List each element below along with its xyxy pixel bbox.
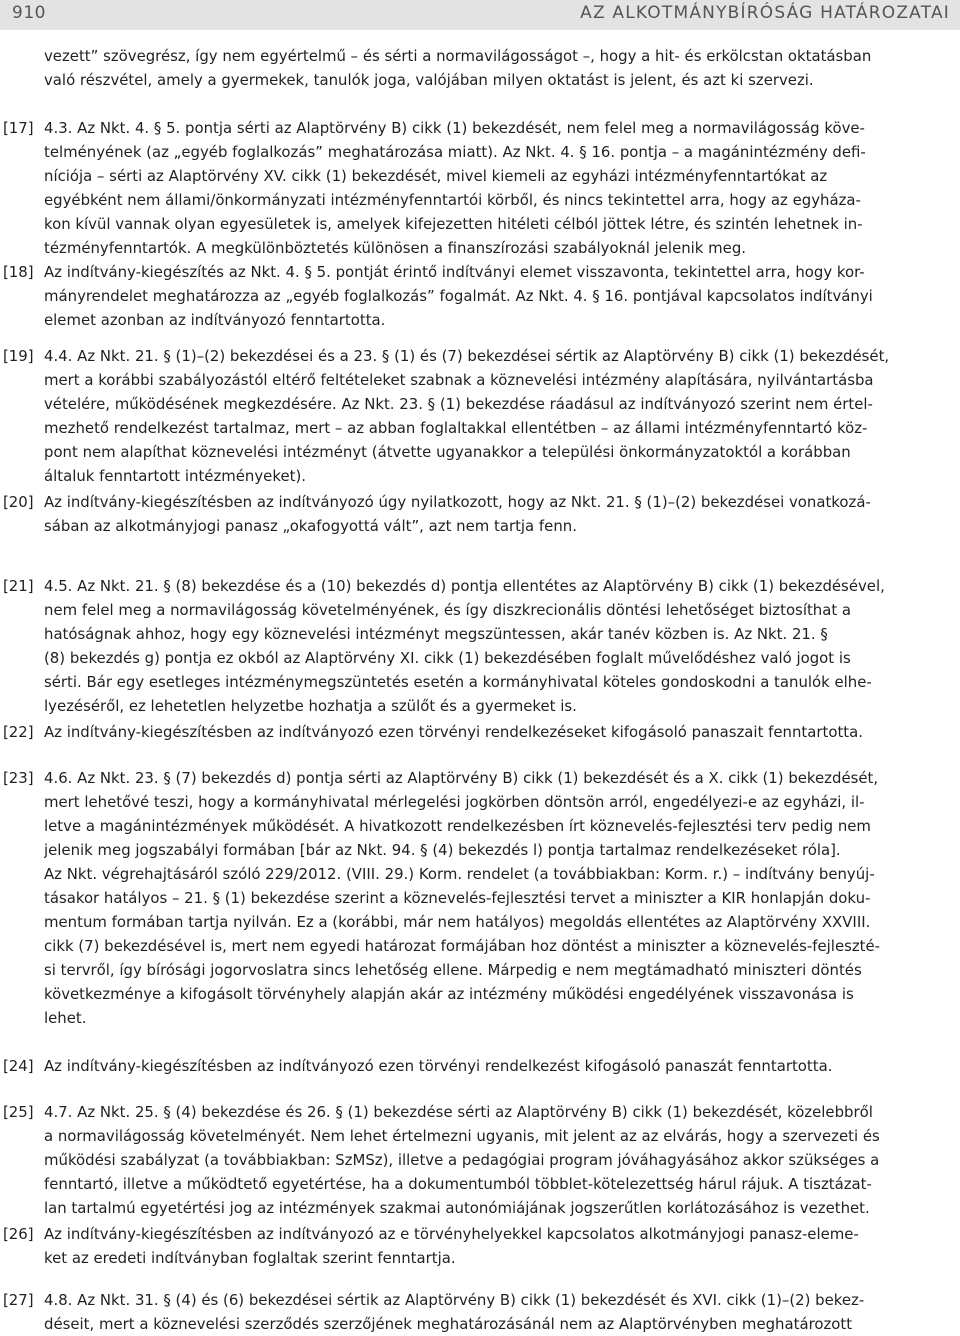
paragraph-line: cikk (7) bekezdésével is, mert nem egyedi határozat formájában hoz döntést a miniszter a köznevelés-fejleszté-	[44, 937, 881, 955]
paragraph-line: 4.6. Az Nkt. 23. § (7) bekezdés d) pontja sérti az Alaptörvény B) cikk (1) bekezdését és a X. cikk (1) bekezdését,	[44, 769, 879, 787]
paragraph-number: [27]	[3, 1291, 34, 1309]
paragraph-line: tásakor hatályos – 21. § (1) bekezdése szerint a köznevelés-fejlesztési tervet a miniszter a KIR honlapján doku-	[44, 889, 871, 907]
paragraph-number: [17]	[3, 119, 34, 137]
paragraph-line: 4.8. Az Nkt. 31. § (4) és (6) bekezdései sértik az Alaptörvény B) cikk (1) bekezdését és XVI. cikk (1)–(2) bekez-	[44, 1291, 865, 1309]
paragraph-line: Az Nkt. végrehajtásáról szóló 229/2012. (VIII. 29.) Korm. rendelet (a továbbiakban: Korm. r.) – indítvány benyúj-	[44, 865, 875, 883]
paragraph-line: vételére, működésének megkezdésére. Az Nkt. 23. § (1) bekezdése ráadásul az indítványozó szerint nem értel-	[44, 395, 873, 413]
paragraph-number: [26]	[3, 1225, 34, 1243]
paragraph-line: nem felel meg a normavilágosság követelményének, és így diszkrecionális döntési lehetőséget biztosíthat a	[44, 601, 852, 619]
paragraph-line: mert lehetővé teszi, hogy a kormányhivatal mérlegelési jogkörben döntsön arról, engedélyezi-e az egyházi, il-	[44, 793, 865, 811]
paragraph-line: 4.5. Az Nkt. 21. § (8) bekezdése és a (10) bekezdés d) pontja ellentétes az Alaptörvény B) cikk (1) bekezdésével,	[44, 577, 885, 595]
paragraph-line: 4.3. Az Nkt. 4. § 5. pontja sérti az Alaptörvény B) cikk (1) bekezdését, nem felel meg a normavilágosság köve-	[44, 119, 865, 137]
paragraph-line: való részvétel, amely a gyermekek, tanulók joga, valójában milyen oktatást is jelent, és azt ki szervezi.	[44, 71, 814, 89]
paragraph-line: Az indítvány-kiegészítésben az indítványozó úgy nyilatkozott, hogy az Nkt. 21. § (1)–(2) bekezdései vonatkozá-	[44, 493, 871, 511]
paragraph-line: ket az eredeti indítványban foglaltak szerint fenntartja.	[44, 1249, 456, 1267]
paragraph-line: lehet.	[44, 1009, 87, 1027]
page-number: 910	[12, 3, 46, 23]
paragraph-line: Az indítvány-kiegészítésben az indítványozó ezen törvényi rendelkezést kifogásoló panaszát fenntartotta.	[44, 1057, 833, 1075]
paragraph-line: pont nem alapíthat köznevelési intézményt (átvette ugyanakkor a települési önkormányzatoktól a korábban	[44, 443, 851, 461]
paragraph-line: lan tartalmú egyetértési jog az intézmények szakmai autonómiájának jogszerűtlen korlátozásához is vezethet.	[44, 1199, 870, 1217]
paragraph-line: fenntartó, illetve a működtető egyetértése, ha a dokumentumból többlet-kötelezettség hárul rájuk. A tisztázat-	[44, 1175, 872, 1193]
paragraph-line: telményének (az „egyéb foglalkozás” meghatározása miatt). Az Nkt. 4. § 16. pontja – a magánintézmény defi-	[44, 143, 866, 161]
page-header	[0, 0, 960, 30]
paragraph-number: [25]	[3, 1103, 34, 1121]
paragraph-line: Az indítvány-kiegészítés az Nkt. 4. § 5. pontját érintő indítványi elemet visszavonta, tekintettel arra, hogy kor-	[44, 263, 865, 281]
paragraph-line: Az indítvány-kiegészítésben az indítványozó az e törvényhelyekkel kapcsolatos alkotmányjogi panasz-eleme-	[44, 1225, 859, 1243]
paragraph-line: (8) bekezdés g) pontja ez okból az Alaptörvény XI. cikk (1) bekezdésében foglalt művelődéshez való jogot is	[44, 649, 851, 667]
paragraph-line: mert a korábbi szabályozástól eltérő feltételeket szabnak a köznevelési intézmény alapítására, nyilvántartásba	[44, 371, 874, 389]
paragraph-line: mezhető rendelkezést tartalmaz, mert – az abban foglaltakkal ellentétben – az állami intézményfenntartó köz-	[44, 419, 868, 437]
paragraph-line: déseit, mert a köznevelési szerződés szerzőjének meghatározásánál nem az Alaptörvényben meghatározott	[44, 1315, 853, 1333]
paragraph-line: tézményfenntartók. A megkülönböztetés különösen a finanszírozási szabályoknál jelenik meg.	[44, 239, 747, 257]
paragraph-number: [18]	[3, 263, 34, 281]
paragraph-line: 4.4. Az Nkt. 21. § (1)–(2) bekezdései és a 23. § (1) és (7) bekezdései sértik az Alaptörvény B) cikk (1) bekezdését,	[44, 347, 890, 365]
running-head: AZ ALKOTMÁNYBÍRÓSÁG HATÁROZATAI	[580, 3, 950, 23]
paragraph-number: [20]	[3, 493, 34, 511]
paragraph-line: működési szabályzat (a továbbiakban: SzMSz), illetve a pedagógiai program jóváhagyásához akkor szükséges a	[44, 1151, 880, 1169]
paragraph-line: níciója – sérti az Alaptörvény XV. cikk (1) bekezdését, mivel kiemeli az egyházi intézményfenntartókat az	[44, 167, 828, 185]
paragraph-line: mányrendelet meghatározza az „egyéb foglalkozás” fogalmát. Az Nkt. 4. § 16. pontjával kapcsolatos indítványi	[44, 287, 873, 305]
paragraph-line: lyezéséről, ez lehetetlen helyzetbe hozhatja a szülőt és a gyermeket is.	[44, 697, 577, 715]
paragraph-line: jelenik meg jogszabályi formában [bár az Nkt. 94. § (4) bekezdés l) pontja tartalmaz rendelkezéseket róla].	[44, 841, 841, 859]
paragraph-line: Az indítvány-kiegészítésben az indítványozó ezen törvényi rendelkezéseket kifogásoló panaszait fenntartotta.	[44, 723, 863, 741]
paragraph-line: egyébként nem állami/önkormányzati intézményfenntartói körből, és nincs tekintettel arra, hogy az egyháza-	[44, 191, 861, 209]
paragraph-number: [19]	[3, 347, 34, 365]
paragraph-line: elemet azonban az indítványozó fenntartotta.	[44, 311, 386, 329]
paragraph-line: kon kívül vannak olyan egyesületek is, amelyek kifejezetten hitéleti célból jöttek létre, és szintén lehetnek in-	[44, 215, 863, 233]
paragraph-line: általuk fenntartott intézményeket).	[44, 467, 306, 485]
paragraph-line: sában az alkotmányjogi panasz „okafogyottá vált”, azt nem tartja fenn.	[44, 517, 577, 535]
paragraph-line: következménye a kifogásolt törvényhely alapján akár az intézmény működési engedélyének visszavonása is	[44, 985, 854, 1003]
paragraph-number: [23]	[3, 769, 34, 787]
paragraph-number: [22]	[3, 723, 34, 741]
paragraph-number: [24]	[3, 1057, 34, 1075]
paragraph-line: mentum formában tartja nyilván. Ez a (korábbi, már nem hatályos) megoldás ellentétes az Alaptörvény XXVIII.	[44, 913, 871, 931]
paragraph-line: vezett” szövegrész, így nem egyértelmű – és sérti a normavilágosságot –, hogy a hit- és erkölcstan oktatásban	[44, 47, 872, 65]
paragraph-line: si tervről, így bírósági jogorvoslatra sincs lehetőség ellene. Márpedig e nem megtámadható miniszteri döntés	[44, 961, 862, 979]
paragraph-line: sérti. Bár egy esetleges intézménymegszüntetés esetén a kormányhivatal köteles gondoskodni a tanulók elhe-	[44, 673, 872, 691]
paragraph-line: letve a magánintézmények működését. A hivatkozott rendelkezésben írt köznevelés-fejlesztési terv pedig nem	[44, 817, 871, 835]
paragraph-line: a normavilágosság követelményét. Nem lehet értelmezni ugyanis, mit jelent az az elvárás, hogy a szervezeti és	[44, 1127, 880, 1145]
paragraph-number: [21]	[3, 577, 34, 595]
paragraph-line: 4.7. Az Nkt. 25. § (4) bekezdése és 26. § (1) bekezdése sérti az Alaptörvény B) cikk (1) bekezdését, közelebbről	[44, 1103, 873, 1121]
paragraph-line: hatóságnak ahhoz, hogy egy köznevelési intézményt megszüntessen, akár tanév közben is. Az Nkt. 21. §	[44, 625, 828, 643]
